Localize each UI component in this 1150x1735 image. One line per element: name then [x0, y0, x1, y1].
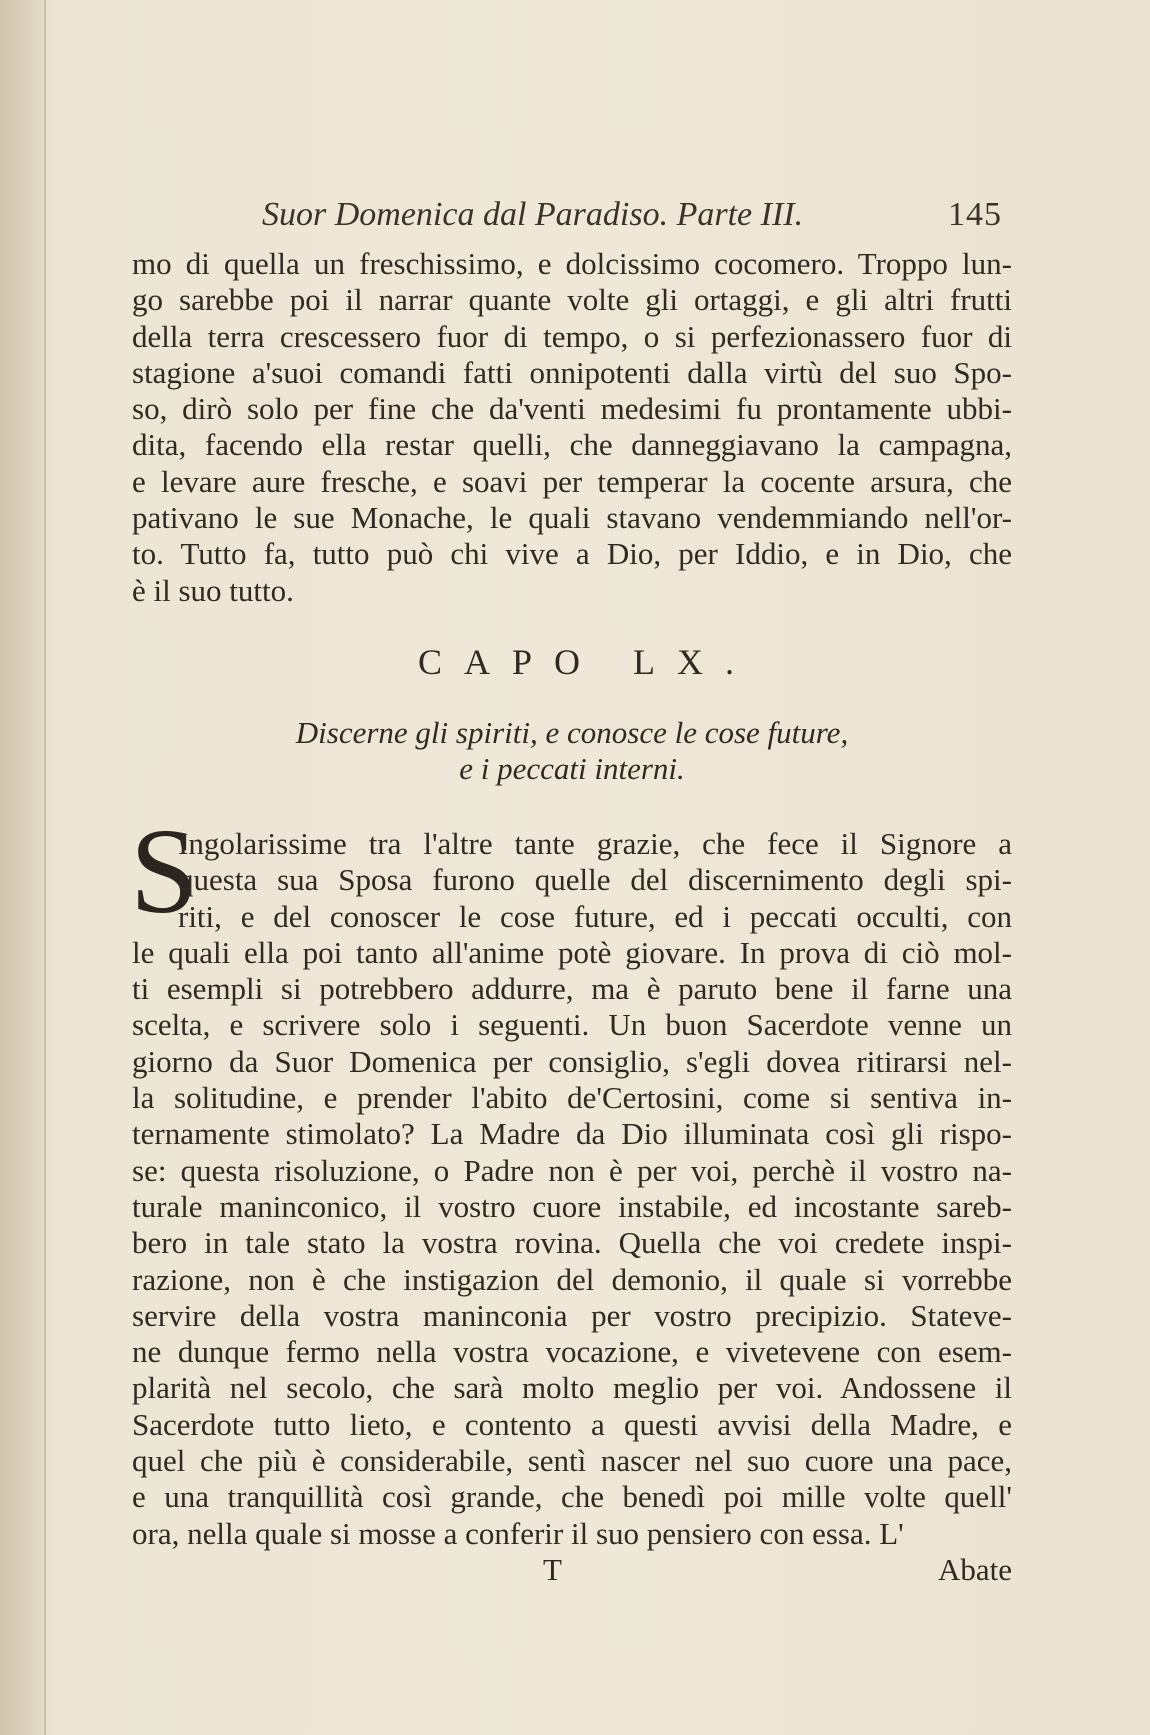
text-line: giorno da Suor Domenica per consiglio, s'egli dovea ritirarsi nel- [132, 1043, 1012, 1079]
text-line: quel che più è considerabile, sentì nascer nel suo cuore una pace, [132, 1443, 1012, 1479]
text-line: to. Tutto fa, tutto può chi vive a Dio, per Iddio, e in Dio, che [132, 536, 1012, 572]
text-line: pativano le sue Monache, le quali stavano vendemmiando nell'or- [132, 500, 1012, 536]
text-line: è il suo tutto. [132, 572, 294, 608]
chapter-body-text [132, 826, 1012, 1552]
drop-cap: S [130, 804, 198, 939]
text-line: questa sua Sposa furono quelle del discernimento degli spi- [178, 862, 1012, 898]
text-line: riti, e del conoscer le cose future, ed i peccati occulti, con [178, 898, 1012, 934]
text-line: razione, non è che instigazion del demonio, il quale si vorrebbe [132, 1261, 1012, 1297]
paragraph-continued [132, 246, 1012, 609]
text-line: plarità nel secolo, che sarà molto meglio per voi. Andossene il [132, 1370, 1012, 1406]
text-line: scelta, e scrivere solo i seguenti. Un buon Sacerdote venne un [132, 1007, 1012, 1043]
text-line: se: questa risoluzione, o Padre non è per voi, perchè il vostro na- [132, 1152, 1012, 1188]
binding-fold [44, 0, 46, 1735]
text-line: e una tranquillità così grande, che benedì poi mille volte quell' [132, 1479, 1012, 1515]
text-line: Ingolarissime tra l'altre tante grazie, che fece il Signore a [178, 826, 1012, 861]
text-line: ti esempli si potrebbero addurre, ma è paruto bene il farne una [132, 971, 1012, 1007]
text-line: dita, facendo ella restar quelli, che danneggiavano la campagna, [132, 427, 1012, 463]
running-head: Suor Domenica dal Paradiso. Parte III. [262, 196, 804, 233]
text-line: ternamente stimolato? La Madre da Dio illuminata così gli rispo- [132, 1116, 1012, 1152]
page-header [262, 193, 1002, 237]
chapter-summary-line-1: Discerne gli spiriti, e conosce le cose future, [295, 715, 849, 750]
text-line: so, dirò solo per fine che da'venti medesimi fu prontamente ubbi- [132, 391, 1012, 427]
text-line: ora, nella quale si mosse a conferir il suo pensiero con essa. L' [132, 1515, 904, 1551]
text-line: ne dunque fermo nella vostra vocazione, e vivetevene con esem- [132, 1334, 1012, 1370]
chapter-summary-line-2: e i peccati interni. [459, 751, 685, 786]
text-line: Sacerdote tutto lieto, e contento a questi avvisi della Madre, e [132, 1406, 1012, 1442]
signature-mark: T [543, 1552, 562, 1587]
page-gutter [0, 0, 48, 1735]
catchword: Abate [937, 1552, 1012, 1587]
text-line: go sarebbe poi il narrar quante volte gli ortaggi, e gli altri frutti [132, 282, 1012, 318]
text-line: turale maninconico, il vostro cuore instabile, ed incostante sareb- [132, 1188, 1012, 1224]
text-line: bero in tale stato la vostra rovina. Quella che voi credete inspi- [132, 1225, 1012, 1261]
text-line: stagione a'suoi comandi fatti onnipotenti dalla virtù del suo Spo- [132, 354, 1012, 390]
text-line: servire della vostra maninconia per vostro precipizio. Stateve- [132, 1297, 1012, 1333]
page-number: 145 [948, 196, 1002, 233]
text-line: la solitudine, e prender l'abito de'Certosini, come si sentiva in- [132, 1080, 1012, 1116]
chapter-heading: CAPO LX. [417, 642, 757, 682]
text-line: le quali ella poi tanto all'anime potè giovare. In prova di ciò mol- [132, 934, 1012, 970]
text-line: della terra crescessero fuor di tempo, o si perfezionassero fuor di [132, 318, 1012, 354]
text-line: e levare aure fresche, e soavi per temperar la cocente arsura, che [132, 463, 1012, 499]
text-line: mo di quella un freschissimo, e dolcissimo cocomero. Troppo lun- [132, 246, 1012, 281]
